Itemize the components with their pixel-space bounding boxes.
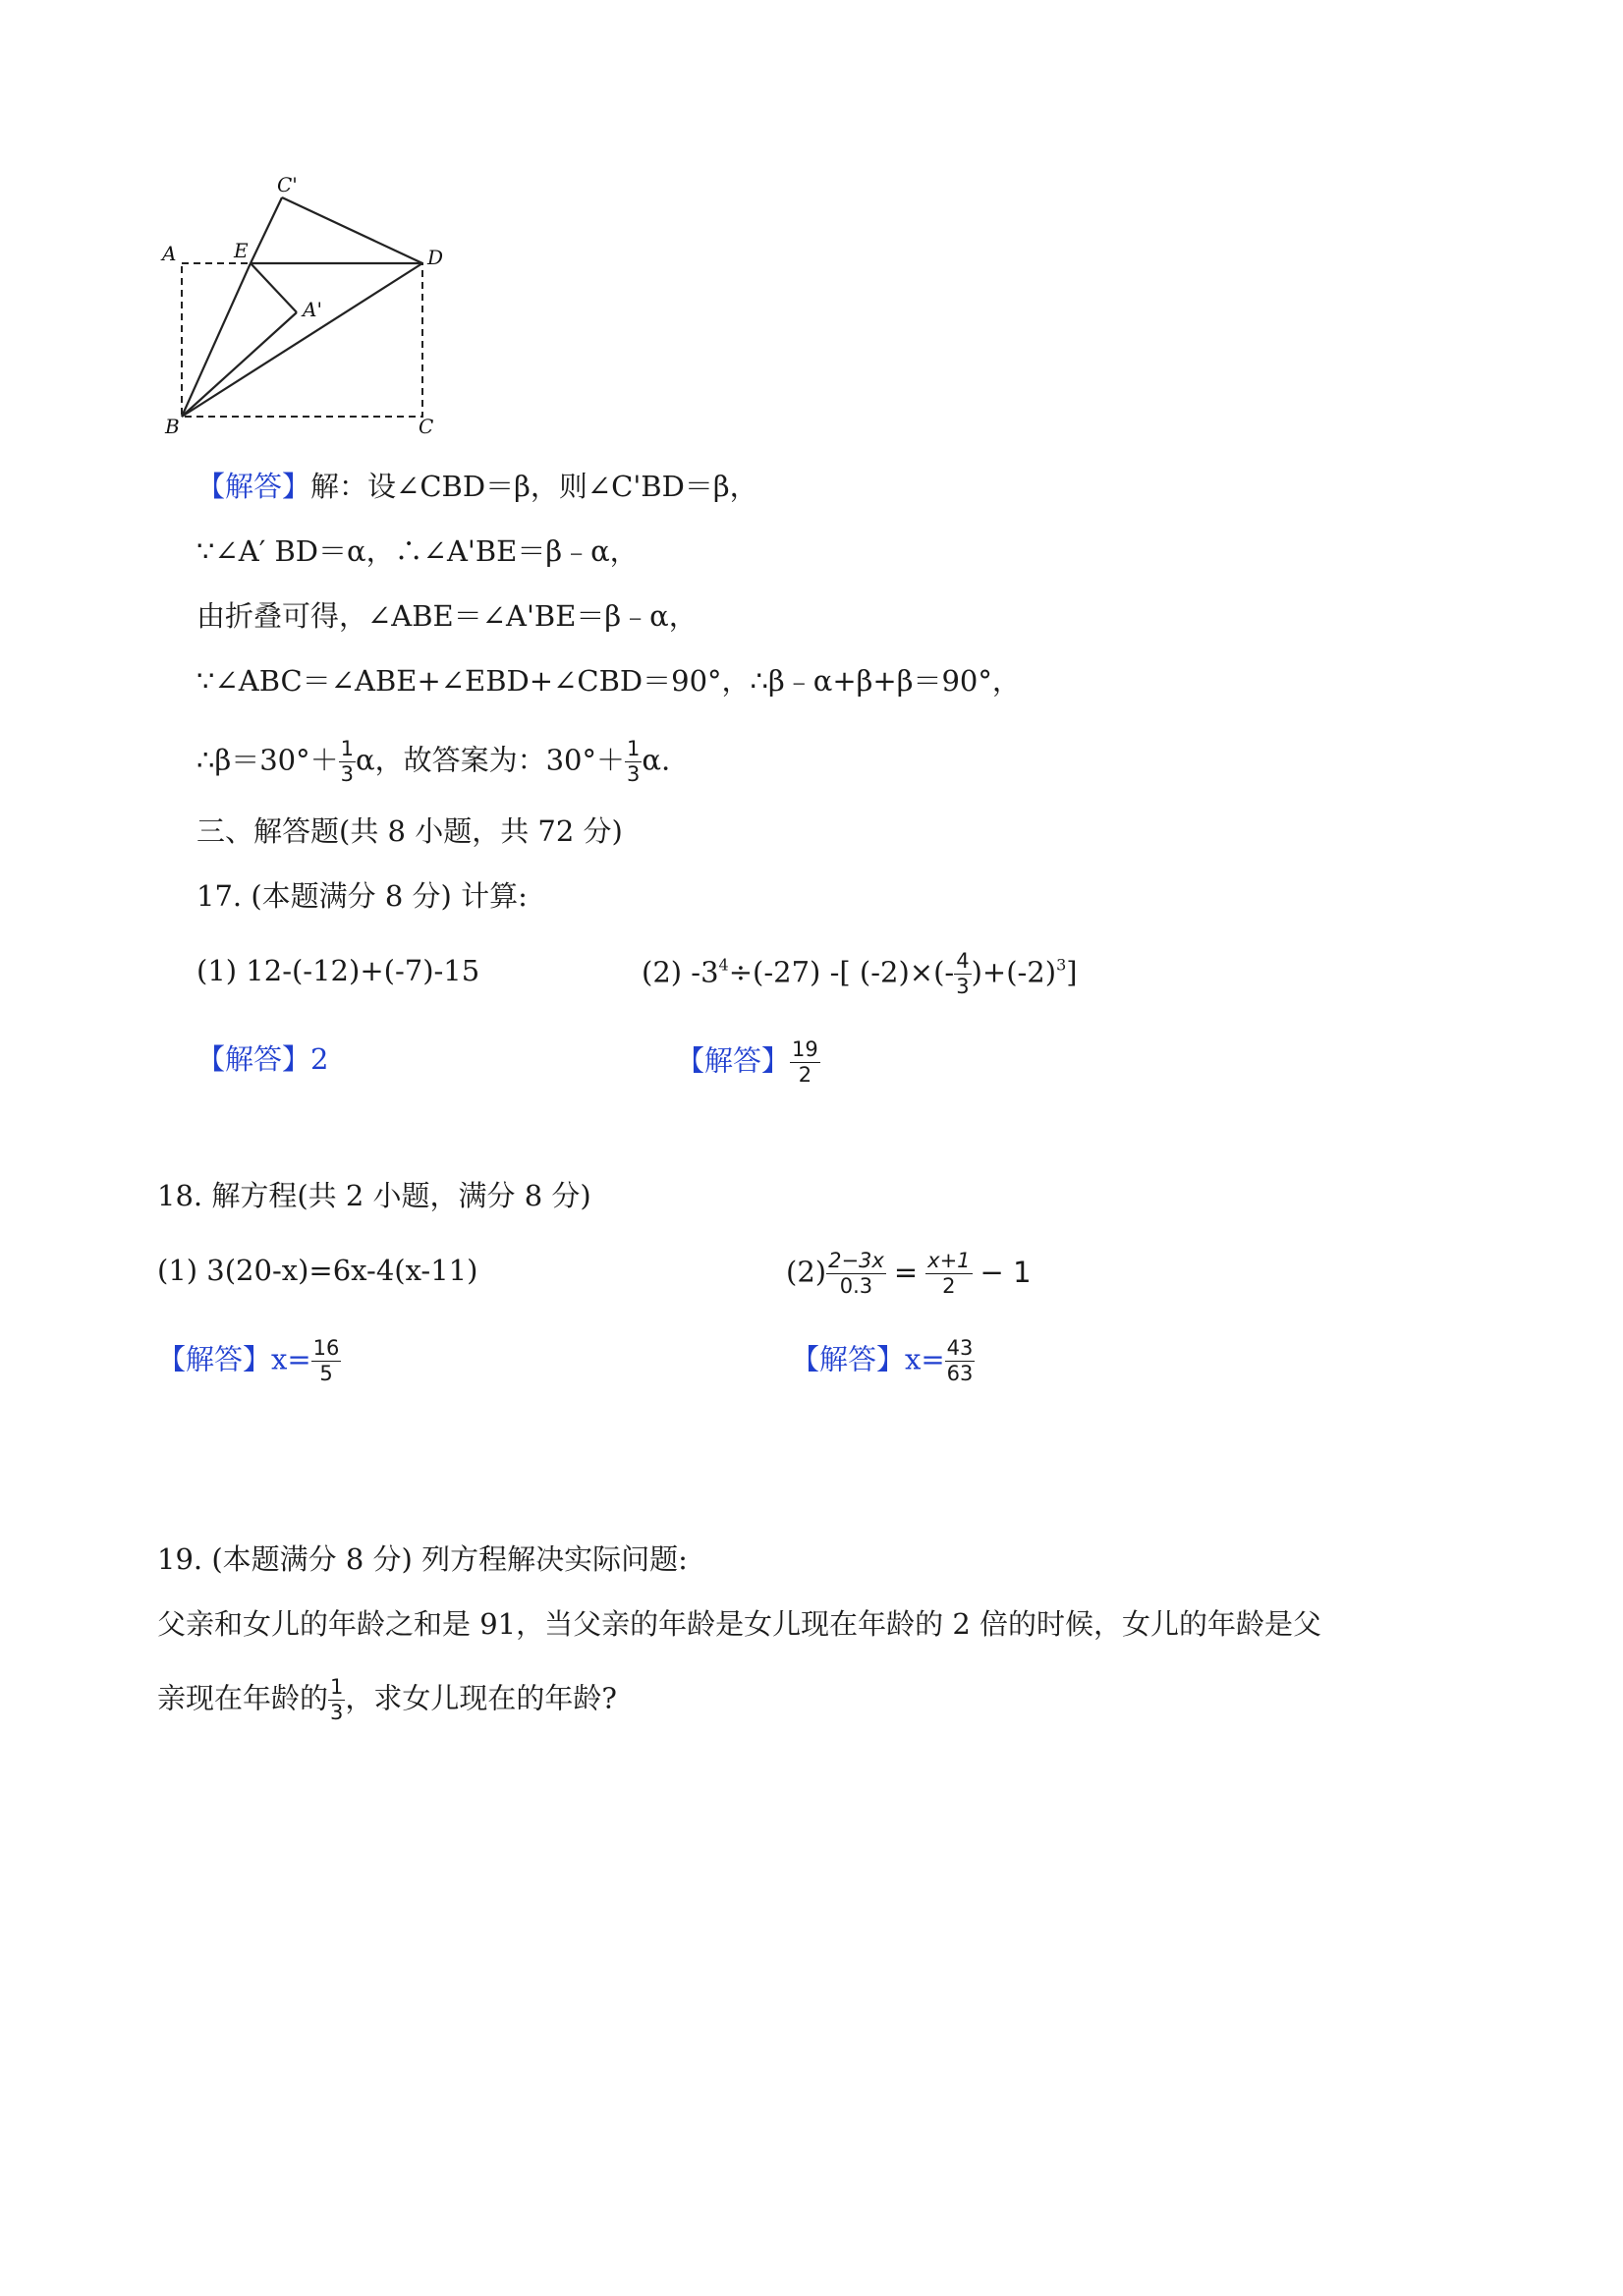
q19-line1: 父亲和女儿的年龄之和是 91，当父亲的年龄是女儿现在年龄的 2 倍的时候，女儿的年龄是父 bbox=[157, 1607, 1322, 1641]
q17-answer1: 【解答】2 bbox=[196, 1042, 329, 1076]
label-d: D bbox=[427, 246, 444, 269]
fraction: $\frac{16}{5}$ bbox=[312, 1336, 340, 1385]
prev-answer-line1: 【解答】解：设∠CBD＝β，则∠C'BD＝β， bbox=[196, 470, 758, 503]
q18-part2: (2) $\frac{2-3x}{0.3}$ = $\frac{x+1}{2}$ − 1 bbox=[786, 1249, 1032, 1298]
q17-part1: (1) 12-(-12)+(-7)-15 bbox=[196, 954, 480, 987]
q18-title: 18. 解方程(共 2 小题，满分 8 分) bbox=[157, 1179, 591, 1212]
q17-title: 17. (本题满分 8 分) 计算: bbox=[196, 879, 528, 913]
q18-part1: (1) 3(20-x)=6x-4(x-11) bbox=[157, 1254, 478, 1287]
folding-rectangle-figure bbox=[147, 162, 462, 447]
prev-answer-line2: ∵∠A′ BD＝α，∴∠A'BE＝β﹣α， bbox=[196, 534, 639, 568]
fraction: $\frac{19}{2}$ bbox=[792, 1037, 818, 1087]
label-a: A bbox=[162, 242, 177, 265]
prev-answer-line3: 由折叠可得，∠ABE＝∠A'BE＝β﹣α， bbox=[196, 599, 698, 633]
label-a-prime: A' bbox=[303, 298, 322, 321]
fraction: $\frac{43}{63}$ bbox=[946, 1336, 974, 1385]
prev-answer-line5: ∴β＝30°＋ $\frac{1}{3}$ α，故答案为：30°＋ $\frac{1}{3}$ α. bbox=[196, 737, 671, 786]
q18-answer2: 【解答】x= $\frac{43}{63}$ bbox=[791, 1336, 974, 1385]
fraction: $\frac{1}{3}$ bbox=[627, 737, 641, 786]
section-title: 三、解答题(共 8 小题，共 72 分) bbox=[196, 814, 623, 848]
q17-answer2: 【解答】 $\frac{19}{2}$ bbox=[676, 1037, 818, 1087]
q19-title: 19. (本题满分 8 分) 列方程解决实际问题: bbox=[157, 1542, 688, 1576]
answer-tag: 【解答】 bbox=[196, 470, 311, 503]
label-c: C bbox=[419, 415, 434, 438]
label-b: B bbox=[165, 415, 180, 438]
q17-part2: (2) $-3^4\div(-27)$ -[ (-2)×(- $\frac{4}{3}$ )$+(-2)^3$] bbox=[642, 949, 1078, 998]
fraction: $\frac{x+1}{2}$ bbox=[927, 1249, 971, 1298]
fraction: $\frac{2-3x}{0.3}$ bbox=[828, 1249, 884, 1298]
label-e: E bbox=[234, 239, 249, 262]
fraction: $\frac{4}{3}$ bbox=[956, 949, 970, 998]
q18-answer1: 【解答】x= $\frac{16}{5}$ bbox=[157, 1336, 340, 1385]
fraction: $\frac{1}{3}$ bbox=[340, 737, 354, 786]
q19-line2: 亲现在年龄的 $\frac{1}{3}$ ，求女儿现在的年龄? bbox=[157, 1675, 617, 1724]
label-c-prime: C' bbox=[277, 173, 298, 196]
fraction: $\frac{1}{3}$ bbox=[330, 1675, 344, 1724]
prev-answer-line4: ∵∠ABC＝∠ABE+∠EBD+∠CBD＝90°，∴β﹣α+β+β＝90°， bbox=[196, 664, 1021, 698]
